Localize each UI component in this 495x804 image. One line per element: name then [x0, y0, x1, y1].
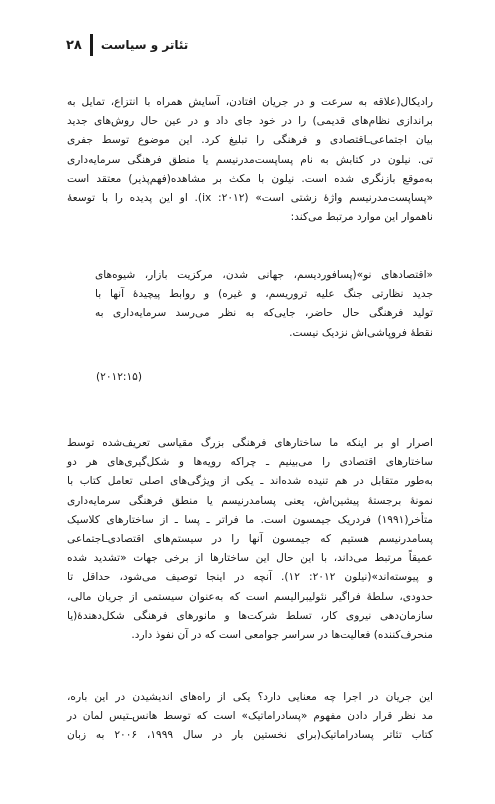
text-line: براندازی نظام‌های قدیمی) را در خود جای داد و در عین حال روش‌های جدید — [67, 115, 433, 128]
text-line: ساختارهای اقتصادی را می‌بینیم ـ چراکه رویه‌ها و شکل‌گیری‌های هر دو — [67, 456, 433, 469]
quote-line: تولید فرهنگی حال حاضر، جایی‌که به نظر می‌رسد سرمایه‌داری به — [95, 307, 433, 320]
header-divider-bar — [90, 34, 93, 56]
quote-line: نقطهٔ فروپاشی‌اش نزدیک نیست. — [289, 326, 433, 339]
quote-line: «اقتصادهای نو»(پسافوردیسم، جهانی شدن، مرکزیت بازار، شیوه‌های — [95, 269, 433, 281]
paragraph-2 — [67, 434, 433, 645]
paragraph-3 — [67, 688, 433, 746]
text-line: حدودی، سلطهٔ فراگیر نئولیبرالیسم است که به‌عنوان سیستمی از جریان مالی، — [67, 590, 433, 603]
text-line: ناهموار این موارد مرتبط می‌کند: — [290, 211, 433, 224]
paragraph-1 — [67, 93, 433, 227]
text-line: این جریان در اجرا چه معنایی دارد؟ یکی از راه‌های اندیشیدن در این باره، — [67, 691, 433, 703]
text-line: عمیقاً مرتبط می‌داند، با این حال این ساختارها از برخی جهات «تشدید شده — [67, 552, 433, 565]
text-line: «پساپست‌مدرنیسم واژهٔ زشتی است» (۲۰۱۲: ix). او این پدیده را با توسعهٔ — [67, 192, 433, 205]
text-line: سازمان‌دهی نیروی کار، تسلط شرکت‌ها و مانورهای فرهنگی شکل‌دهندهٔ(یا — [67, 609, 433, 622]
quote-line: جدید نظارتی جنگ علیه تروریسم، و غیره) و روابط پیچیدهٔ آنها با — [95, 288, 433, 301]
text-line: مد نظر قرار دادن مفهوم «پسادراماتیک» است که توسط هانس‌ـتیس لمان در — [67, 710, 433, 723]
page-number: ۲۸ — [66, 37, 82, 53]
text-line: نمونهٔ برجستهٔ پیشین‌اش، یعنی پسامدرنیسم یا منطق فرهنگی سرمایه‌داری — [67, 494, 433, 507]
block-quote — [95, 266, 433, 343]
text-line: تی. نیلون در کتابش به نام پساپست‌مدرنیسم یا منطق فرهنگی سرمایه‌داری — [67, 153, 433, 166]
text-line: منحرف‌کننده) فعالیت‌ها در سراسر جوامعی است که در آن نفوذ دارد. — [131, 629, 433, 642]
page-header — [66, 34, 188, 56]
quote-citation: (۲۰۱۲:۱۵) — [96, 371, 142, 383]
text-line: اصرار او بر اینکه ما ساختارهای فرهنگی بزرگ مقیاسی تعریف‌شده توسط — [67, 437, 433, 449]
text-line: بیان اجتماعی‌ـاقتصادی و فرهنگی را تبلیغ کرد. این موضوع توسط جفری — [67, 134, 433, 147]
text-line: پسامدرنیسم هستیم که جیمسون آنها را در سیستم‌های اقتصادی‌ـاجتماعی — [67, 533, 433, 546]
text-line: به‌موقع بازنگری شده است. نیلون با مکث بر مشاهده(فهم‌پذیر) معتقد است — [67, 172, 433, 185]
text-line: کتاب تئاتر پسادراماتیک(برای نخستین بار در سال ۱۹۹۹، ۲۰۰۶ به زبان — [67, 729, 434, 742]
text-line: به‌طور متقابل در هم تنیده شده‌اند ـ یکی از ویژگی‌های اصلی تعامل کتاب با — [67, 475, 433, 488]
text-line: متأخر(۱۹۹۱) فردریک جیمسون است. ما فراتر ـ پسا ـ از ساختارهای کلاسیک — [67, 513, 433, 526]
text-line: و پیوسته‌اند»(نیلون ۲۰۱۲: ۱۲). آنچه در اینجا توصیف می‌شود، حداقل تا — [67, 571, 433, 584]
text-line: رادیکال(علاقه به سرعت و در جریان افتادن، آسایش همراه با انتزاع، تمایل به — [67, 96, 433, 108]
running-title: تئاتر و سیاست — [100, 38, 189, 52]
